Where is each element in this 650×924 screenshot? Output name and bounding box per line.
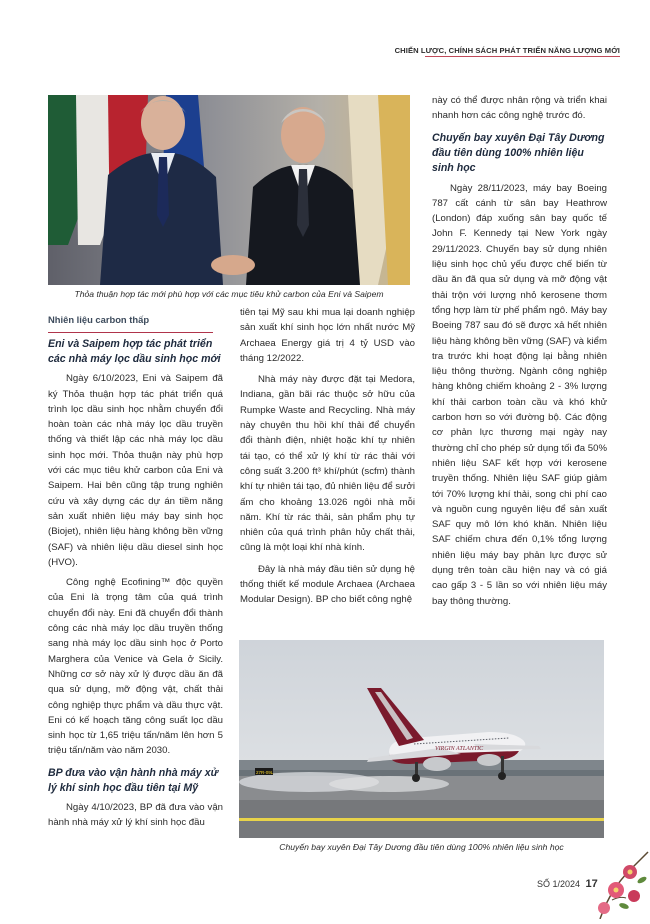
- header-rule: [425, 56, 620, 57]
- paragraph: Công nghệ Ecofining™ độc quyền của Eni là trọng tâm của quá trình chuyển đổi này. Eni đã chuyển đổi thành công các nhà máy lọc dầu truyền thống sang nhà máy lọc dầu sinh học ở Porto Marghera của Venice và Gela ở Sicily. Những cơ sở này xử lý được dầu ăn đã qua sử dụng, mỡ động vật, chất thải công nghiệp thực phẩm và dầu thực vật. Eni có kế hoạch tăng công suất lọc dầu sinh học từ 1,65 triệu tấn/năm lên hơn 5 triệu tấn/năm vào năm 2030.: [48, 577, 223, 757]
- article-heading: BP đưa vào vận hành nhà máy xử lý khí sinh học đầu tiên tại Mỹ: [48, 766, 219, 794]
- photo-caption: Thỏa thuận hợp tác mới phù hợp với các mục tiêu khử carbon của Eni và Saipem: [74, 289, 384, 299]
- page-header: [0, 0, 650, 66]
- column-right: [432, 93, 607, 609]
- article-heading: Eni và Saipem hợp tác phát triển các nhà máy lọc dầu sinh học mới: [48, 338, 221, 366]
- article-heading: Chuyến bay xuyên Đại Tây Dương đầu tiên dùng 100% nhiên liệu sinh học: [432, 131, 605, 174]
- photo-handshake: [48, 95, 410, 285]
- page-footer: [537, 878, 598, 890]
- paragraph: Đây là nhà máy đầu tiên sử dụng hệ thống thiết kế module Archaea (Archaea Modular Design). BP cho biết công nghệ: [240, 563, 415, 606]
- column-middle: [240, 305, 415, 608]
- issue-label: SỐ 1/2024: [537, 879, 581, 889]
- section-title: CHIẾN LƯỢC, CHÍNH SÁCH PHÁT TRIỂN NĂNG LƯỢNG MỚI: [394, 46, 620, 55]
- runway-sign: 27R-09L: [256, 770, 274, 775]
- photo-airplane: [239, 640, 604, 838]
- paragraph: này có thể được nhân rộng và triển khai nhanh hơn các công nghệ trước đó.: [432, 95, 607, 122]
- paragraph: Ngày 4/10/2023, BP đã đưa vào vận hành nhà máy xử lý khí sinh học đầu: [48, 801, 223, 829]
- paragraph: Ngày 28/11/2023, máy bay Boeing 787 cất cánh từ sân bay Heathrow (London) đáp xuống sân bay quốc tế John F. Kennedy tại New York ngày 29/11/2023. Chuyến bay sử dụng nhiên liệu sinh học chủ yếu được chế biến từ dầu ăn đã qua sử dụng và mỡ động vật thải trộn với lượng nhỏ kerosene thơm tổng hợp làm từ phế phẩm ngô. Máy bay Boeing 787 sau đó sẽ được xả hết nhiên liệu hàng không bền vững (SAF) và kiểm tra trước khi hoạt động lại bằng nhiên liệu thông thường. Ngành công nghiệp hàng không chiếm khoảng 2 - 3% lượng khí thải carbon toàn cầu và khó khử carbon hơn so với đường bộ. Các động cơ phản lực thương mại ngày nay thường chỉ cho phép sử dụng tối đa 50% nhiên liệu SAF kết hợp với kerosene truyền thống. Nhiên liệu SAF giúp giảm tới 70% lượng khí thải, song chi phí cao và nguồn cung nguyên liệu để sản xuất SAF quy mô lớn khó khăn. Nhiên liệu SAF chiếm chưa đến 0,1% tổng lượng nhiên liệu máy bay phản lực được sử dụng trên toàn cầu hiện nay và có giá cao gấp 3 - 5 lần so với nhiên liệu máy bay thông thường.: [432, 182, 607, 607]
- livery-text: VIRGIN ATLANTIC: [435, 746, 484, 752]
- paragraph: Ngày 6/10/2023, Eni và Saipem đã ký Thỏa thuận hợp tác phát triển quá trình lọc dầu sinh học nhằm chuyển đổi hoàn toàn các nhà máy lọc dầu truyền thống và thiết lập các nhà máy lọc dầu sinh học mới. Thỏa thuận này phù hợp với các mục tiêu khử carbon của Eni và Saipem. Hai bên cũng tập trung nghiên cứu và xây dựng các dự án tiềm năng sản xuất nhiên liệu máy bay sinh học (Biojet), nhiên liệu hàng không bền vững (SAF) và nhiên liệu dầu diesel sinh học (HVO).: [48, 373, 223, 568]
- section-rule: [48, 332, 213, 333]
- photo-caption: Chuyến bay xuyên Đại Tây Dương đầu tiên dùng 100% nhiên liệu sinh học: [279, 842, 564, 852]
- section-label: Nhiên liệu carbon thấp: [48, 314, 150, 325]
- page-number: 17: [585, 878, 598, 890]
- paragraph: Nhà máy này được đặt tại Medora, Indiana, gần bãi rác thuộc sở hữu của Rumpke Waste and Recycling. Nhà máy này chuyên thu hồi khí thải để chuyển đổi thành điện, nhiệt hoặc khí tự nhiên tái tạo, có thể xử lý khí từ rác thải với công suất 3.200 ft³ khí/phút (scfm) thành khí tự nhiên tái tạo, đủ nhiên liệu để sưởi ấm cho khoảng 13.026 ngôi nhà mỗi năm. Khí từ rác thải, sản phẩm phụ tự nhiên của quá trình phân hủy chất thải, cũng là một loại khí nhà kính.: [240, 374, 415, 554]
- paragraph: tiên tại Mỹ sau khi mua lại doanh nghiệp sản xuất khí sinh học lớn nhất nước Mỹ Archaea Energy giá trị 4 tỷ USD vào tháng 12/2022.: [240, 307, 415, 364]
- flower-decoration: [590, 850, 650, 919]
- column-left: [48, 312, 223, 830]
